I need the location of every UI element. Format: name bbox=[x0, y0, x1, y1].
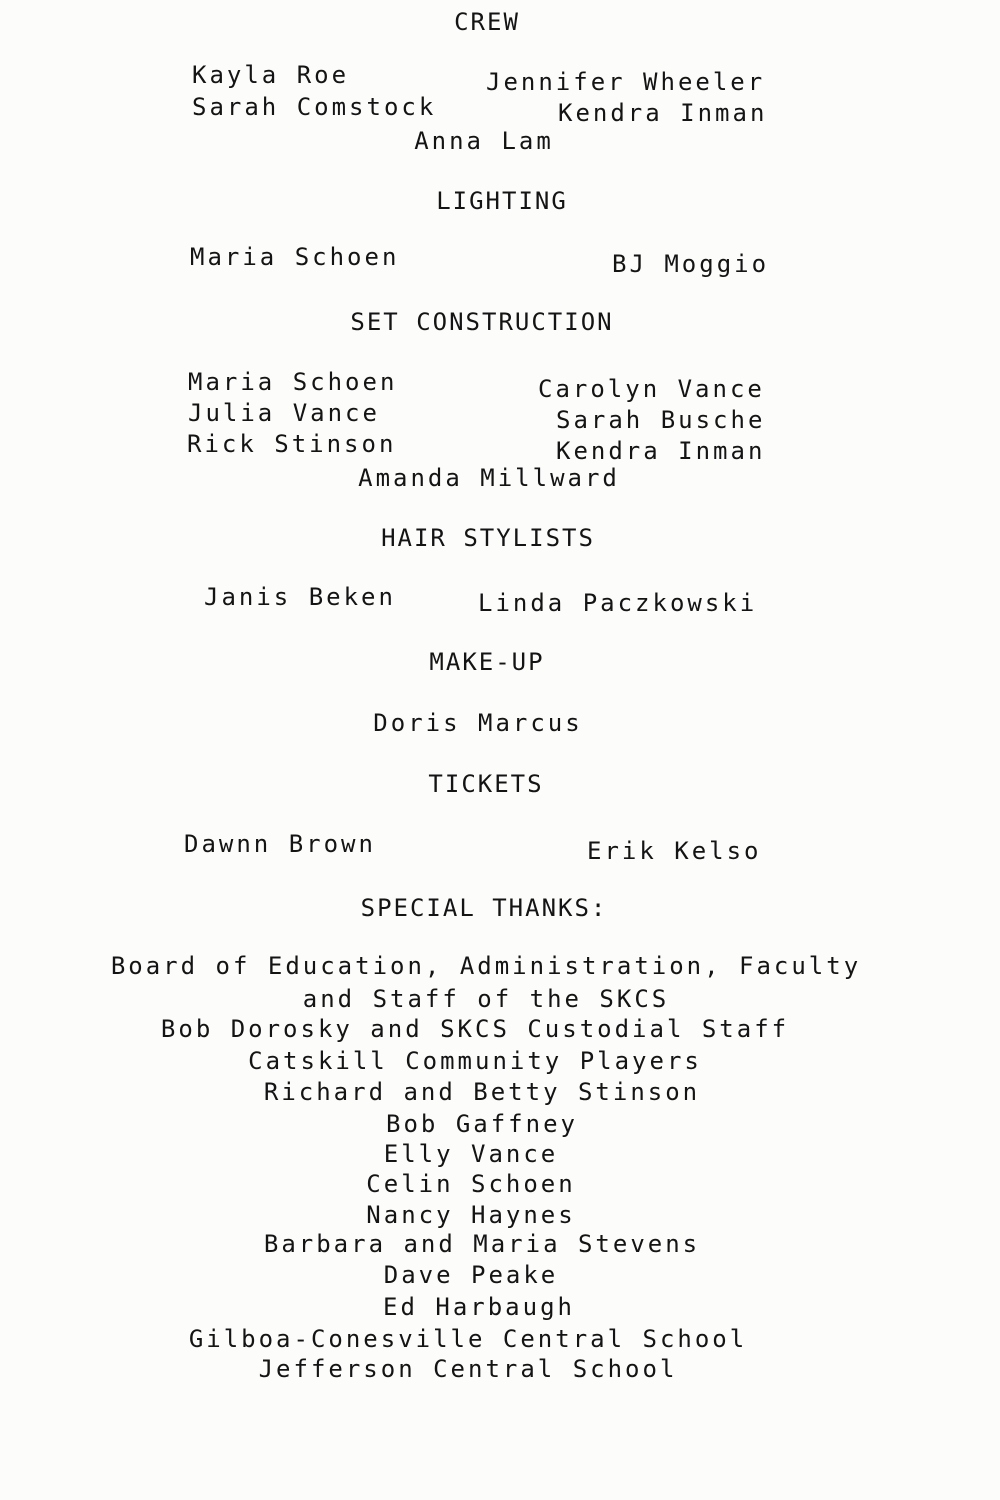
tickets-name: Erik Kelso bbox=[587, 837, 762, 865]
hair-stylist-name: Janis Beken bbox=[204, 583, 396, 611]
set-construction-name: Sarah Busche bbox=[556, 406, 766, 434]
makeup-heading: MAKE-UP bbox=[429, 648, 545, 676]
crew-name: Anna Lam bbox=[414, 127, 554, 155]
makeup-name: Doris Marcus bbox=[373, 709, 583, 737]
special-thanks-line: Barbara and Maria Stevens bbox=[263, 1230, 701, 1258]
lighting-heading: LIGHTING bbox=[436, 187, 568, 215]
special-thanks-line: Nancy Haynes bbox=[366, 1201, 576, 1229]
crew-name: Kayla Roe bbox=[192, 61, 350, 89]
special-thanks-line: Bob Gaffney bbox=[386, 1110, 578, 1138]
crew-heading: CREW bbox=[454, 8, 520, 36]
special-thanks-line: and Staff of the SKCS bbox=[302, 985, 670, 1013]
lighting-name: BJ Moggio bbox=[612, 250, 770, 278]
lighting-name: Maria Schoen bbox=[190, 243, 400, 271]
special-thanks-line: Richard and Betty Stinson bbox=[263, 1078, 701, 1106]
hair-stylists-heading: HAIR STYLISTS bbox=[381, 524, 595, 552]
set-construction-name: Julia Vance bbox=[188, 399, 380, 427]
special-thanks-line: Elly Vance bbox=[383, 1140, 559, 1168]
set-construction-name: Kendra Inman bbox=[556, 437, 766, 465]
set-construction-heading: SET CONSTRUCTION bbox=[350, 308, 614, 336]
special-thanks-line: Bob Dorosky and SKCS Custodial Staff bbox=[160, 1015, 790, 1043]
special-thanks-line: Gilboa-Conesville Central School bbox=[188, 1325, 748, 1353]
special-thanks-heading: SPECIAL THANKS: bbox=[360, 894, 608, 922]
special-thanks-line: Jefferson Central School bbox=[258, 1355, 678, 1383]
tickets-heading: TICKETS bbox=[428, 770, 544, 798]
set-construction-name: Rick Stinson bbox=[187, 430, 397, 458]
crew-name: Jennifer Wheeler bbox=[486, 68, 766, 96]
special-thanks-line: Catskill Community Players bbox=[248, 1047, 702, 1075]
set-construction-name: Amanda Millward bbox=[358, 464, 620, 492]
tickets-name: Dawnn Brown bbox=[184, 830, 376, 858]
special-thanks-line: Dave Peake bbox=[383, 1261, 559, 1289]
special-thanks-line: Board of Education, Administration, Faculty bbox=[110, 952, 862, 980]
hair-stylist-name: Linda Paczkowski bbox=[478, 589, 758, 617]
set-construction-name: Carolyn Vance bbox=[538, 375, 765, 403]
special-thanks-line: Celin Schoen bbox=[366, 1170, 576, 1198]
crew-name: Sarah Comstock bbox=[192, 93, 437, 121]
special-thanks-line: Ed Harbaugh bbox=[383, 1293, 575, 1321]
set-construction-name: Maria Schoen bbox=[188, 368, 398, 396]
crew-name: Kendra Inman bbox=[558, 99, 768, 127]
